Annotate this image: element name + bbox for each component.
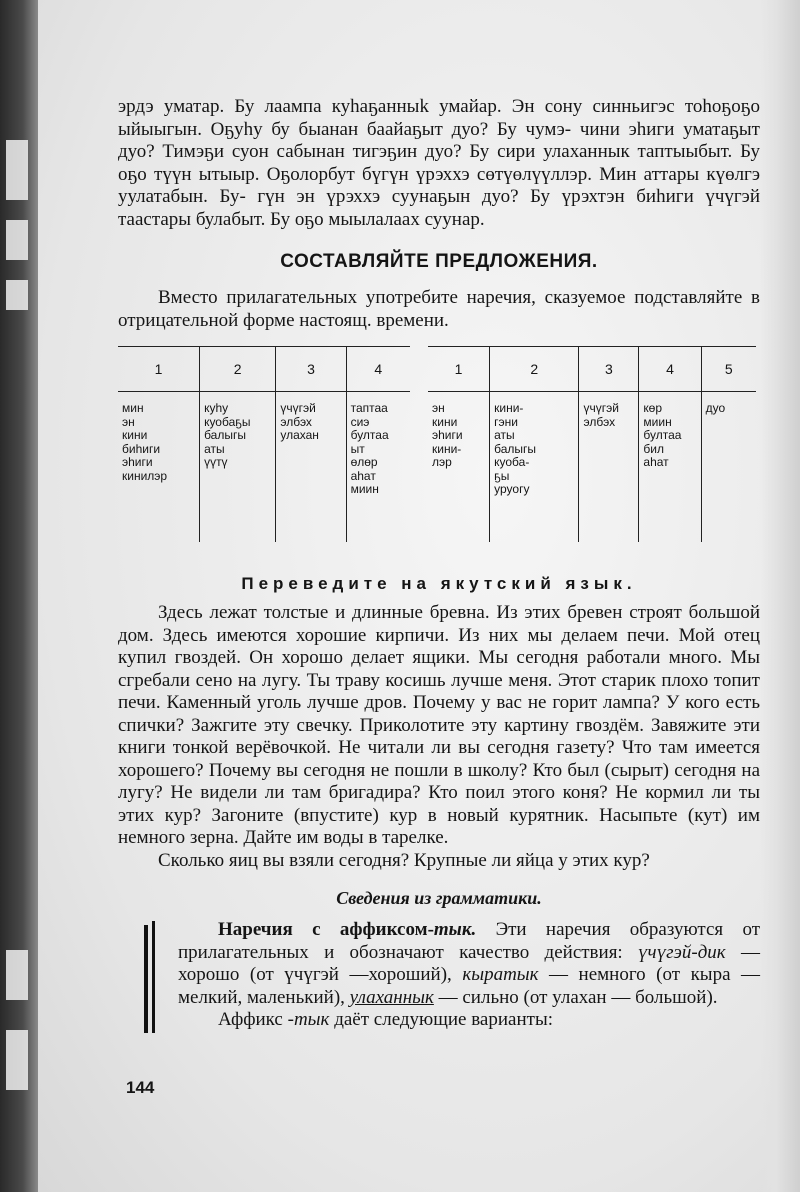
grammar-title: Сведения из грамматики. [336, 888, 542, 908]
table-cell: мин эн кини биһиги эһиги кинилэр [122, 401, 168, 483]
grammar-text: даёт следующие варианты: [329, 1009, 553, 1030]
grammar-term: Наречия с аффиксом- [218, 919, 434, 940]
grammar-affix: тык [293, 1009, 330, 1030]
grammar-text: Эти наречия образуются от прилагательных и обозначают качество действия: [178, 919, 760, 963]
table-cell: көр миин бултаа бил аһат [639, 392, 701, 543]
table-cell: дуо [701, 392, 756, 543]
table-cell: кини- гэни аты балыгы куоба- ҕы уруогу [490, 392, 579, 543]
intro-line: чини эһиги уматаҕыт дуо? Тимэҕи суон сабынан тигэҕин дуо? [118, 118, 760, 162]
substitution-tables [118, 346, 760, 558]
substitution-table-2 [428, 346, 756, 542]
page-number: 144 [126, 1078, 155, 1097]
table-header: 1 [428, 347, 490, 392]
grammar-example: улаханнык [349, 986, 434, 1008]
table-header: 2 [200, 347, 276, 392]
spine-mark [6, 950, 28, 1000]
grammar-example: үчүгэй-дик [638, 941, 726, 963]
intro-paragraph [118, 96, 760, 231]
margin-bar [152, 921, 155, 1033]
grammar-text: — немного (от кыра — мелкий, маленький), [178, 964, 761, 1008]
table-header: 4 [346, 347, 410, 392]
book-spine [0, 0, 38, 1192]
grammar-example: кыратык [462, 964, 539, 985]
translate-paragraph: Здесь лежат толстые и длинные бревна. Из этих бревен строят большой дом. Здесь имеются хорошие кирпичи. Из них мы делаем печи. Мой отец купил гвоздей. Он хорошо делает ящики. Мы сегодня работали много. Мы сгребали сено на лугу. Ты траву косишь лучше меня. Этот старик плохо топит печи. Каменный уголь лучше дров. Почему у вас не горит лампа? У кого есть спички? Зажгите эту свечку. Приколотите эту картину гвоздём. Завяжите эти книги тонкой верёвочкой. Не читали ли вы сегодня газету? Что там имеется хорошего? Почему вы сегодня не пошли в школу? Кто был (сырыт) сегодня на лугу? Не видели ли там бригадира? Кто поил этого коня? Не кормил ли ты этих кур? Загоните (впустите) кур в новый курятник. Насыпьте (кут) им немного зерна. Дайте им воды в тарелке. [118, 602, 760, 848]
grammar-paragraph-2 [178, 1009, 760, 1032]
grammar-text: Аффикс - [218, 1009, 294, 1030]
table-cell: таптаа сиэ бултаа ыт өлөр аһат миин [346, 392, 410, 543]
grammar-text: — хорошо (от үчүгэй —хороший), [178, 941, 760, 985]
section-title-translate: Переведите на якутский язык. [241, 574, 637, 593]
table-cell: үчүгэй элбэх [579, 392, 639, 543]
grammar-block [118, 919, 760, 1032]
spine-mark [6, 140, 28, 200]
table-header: 1 [118, 347, 200, 392]
section-title-compose: СОСТАВЛЯЙТЕ ПРЕДЛОЖЕНИЯ. [280, 251, 598, 272]
intro-line: Бу сири улаханнык таптыыбыт. Бу оҕо түүн ытыыр. Оҕолорбут [118, 141, 761, 185]
grammar-text: — сильно (от улахан — большой). [433, 986, 718, 1008]
intro-line: эрдэ уматар. Бу лаампа куһаҕанныk умайар. Эн сону синньигэс [118, 96, 675, 117]
intro-line: тоһоҕоҕо ыйыыгын. Оҕуһу бу быанан баайаҕыт дуо? Бу чумэ- [118, 96, 760, 140]
table-header: 4 [639, 347, 701, 392]
table-cell: куһу куобаҕы балыгы аты үүтү [200, 392, 276, 543]
margin-bar [144, 925, 148, 1033]
intro-line: бүгүн үрэххэ сөтүөлүүллэр. Мин аттары күөлгэ уулатабын. Бу- [118, 163, 761, 207]
section-instruction: Вместо прилагательных употребите наречия, сказуемое подставляйте в отрицательной форме настоящ. времени. [118, 287, 760, 331]
table-cell: эн кини эһиги кини- лэр [432, 401, 463, 469]
table-header: 2 [490, 347, 579, 392]
page-content [118, 96, 760, 1032]
translate-paragraph-last: Сколько яиц вы взяли сегодня? Крупные ли яйца у этих кур? [158, 849, 650, 871]
table-cell: үчүгэй элбэх улахан [276, 392, 346, 543]
substitution-table-1 [118, 346, 410, 542]
grammar-affix: тык. [433, 919, 477, 940]
intro-line: гүн эн үрэххэ суунаҕын дуо? Бу үрэхтэн биһиги үчүгэй таастары [118, 186, 761, 230]
table-header: 3 [579, 347, 639, 392]
spine-mark [6, 280, 28, 310]
table-header: 3 [276, 347, 346, 392]
table-header: 5 [701, 347, 756, 392]
intro-line: булабыт. Бу оҕо мыылалаах суунар. [195, 208, 485, 230]
spine-mark [6, 1030, 28, 1090]
page-edge [760, 0, 800, 1192]
grammar-paragraph [178, 919, 760, 1009]
spine-mark [6, 220, 28, 260]
